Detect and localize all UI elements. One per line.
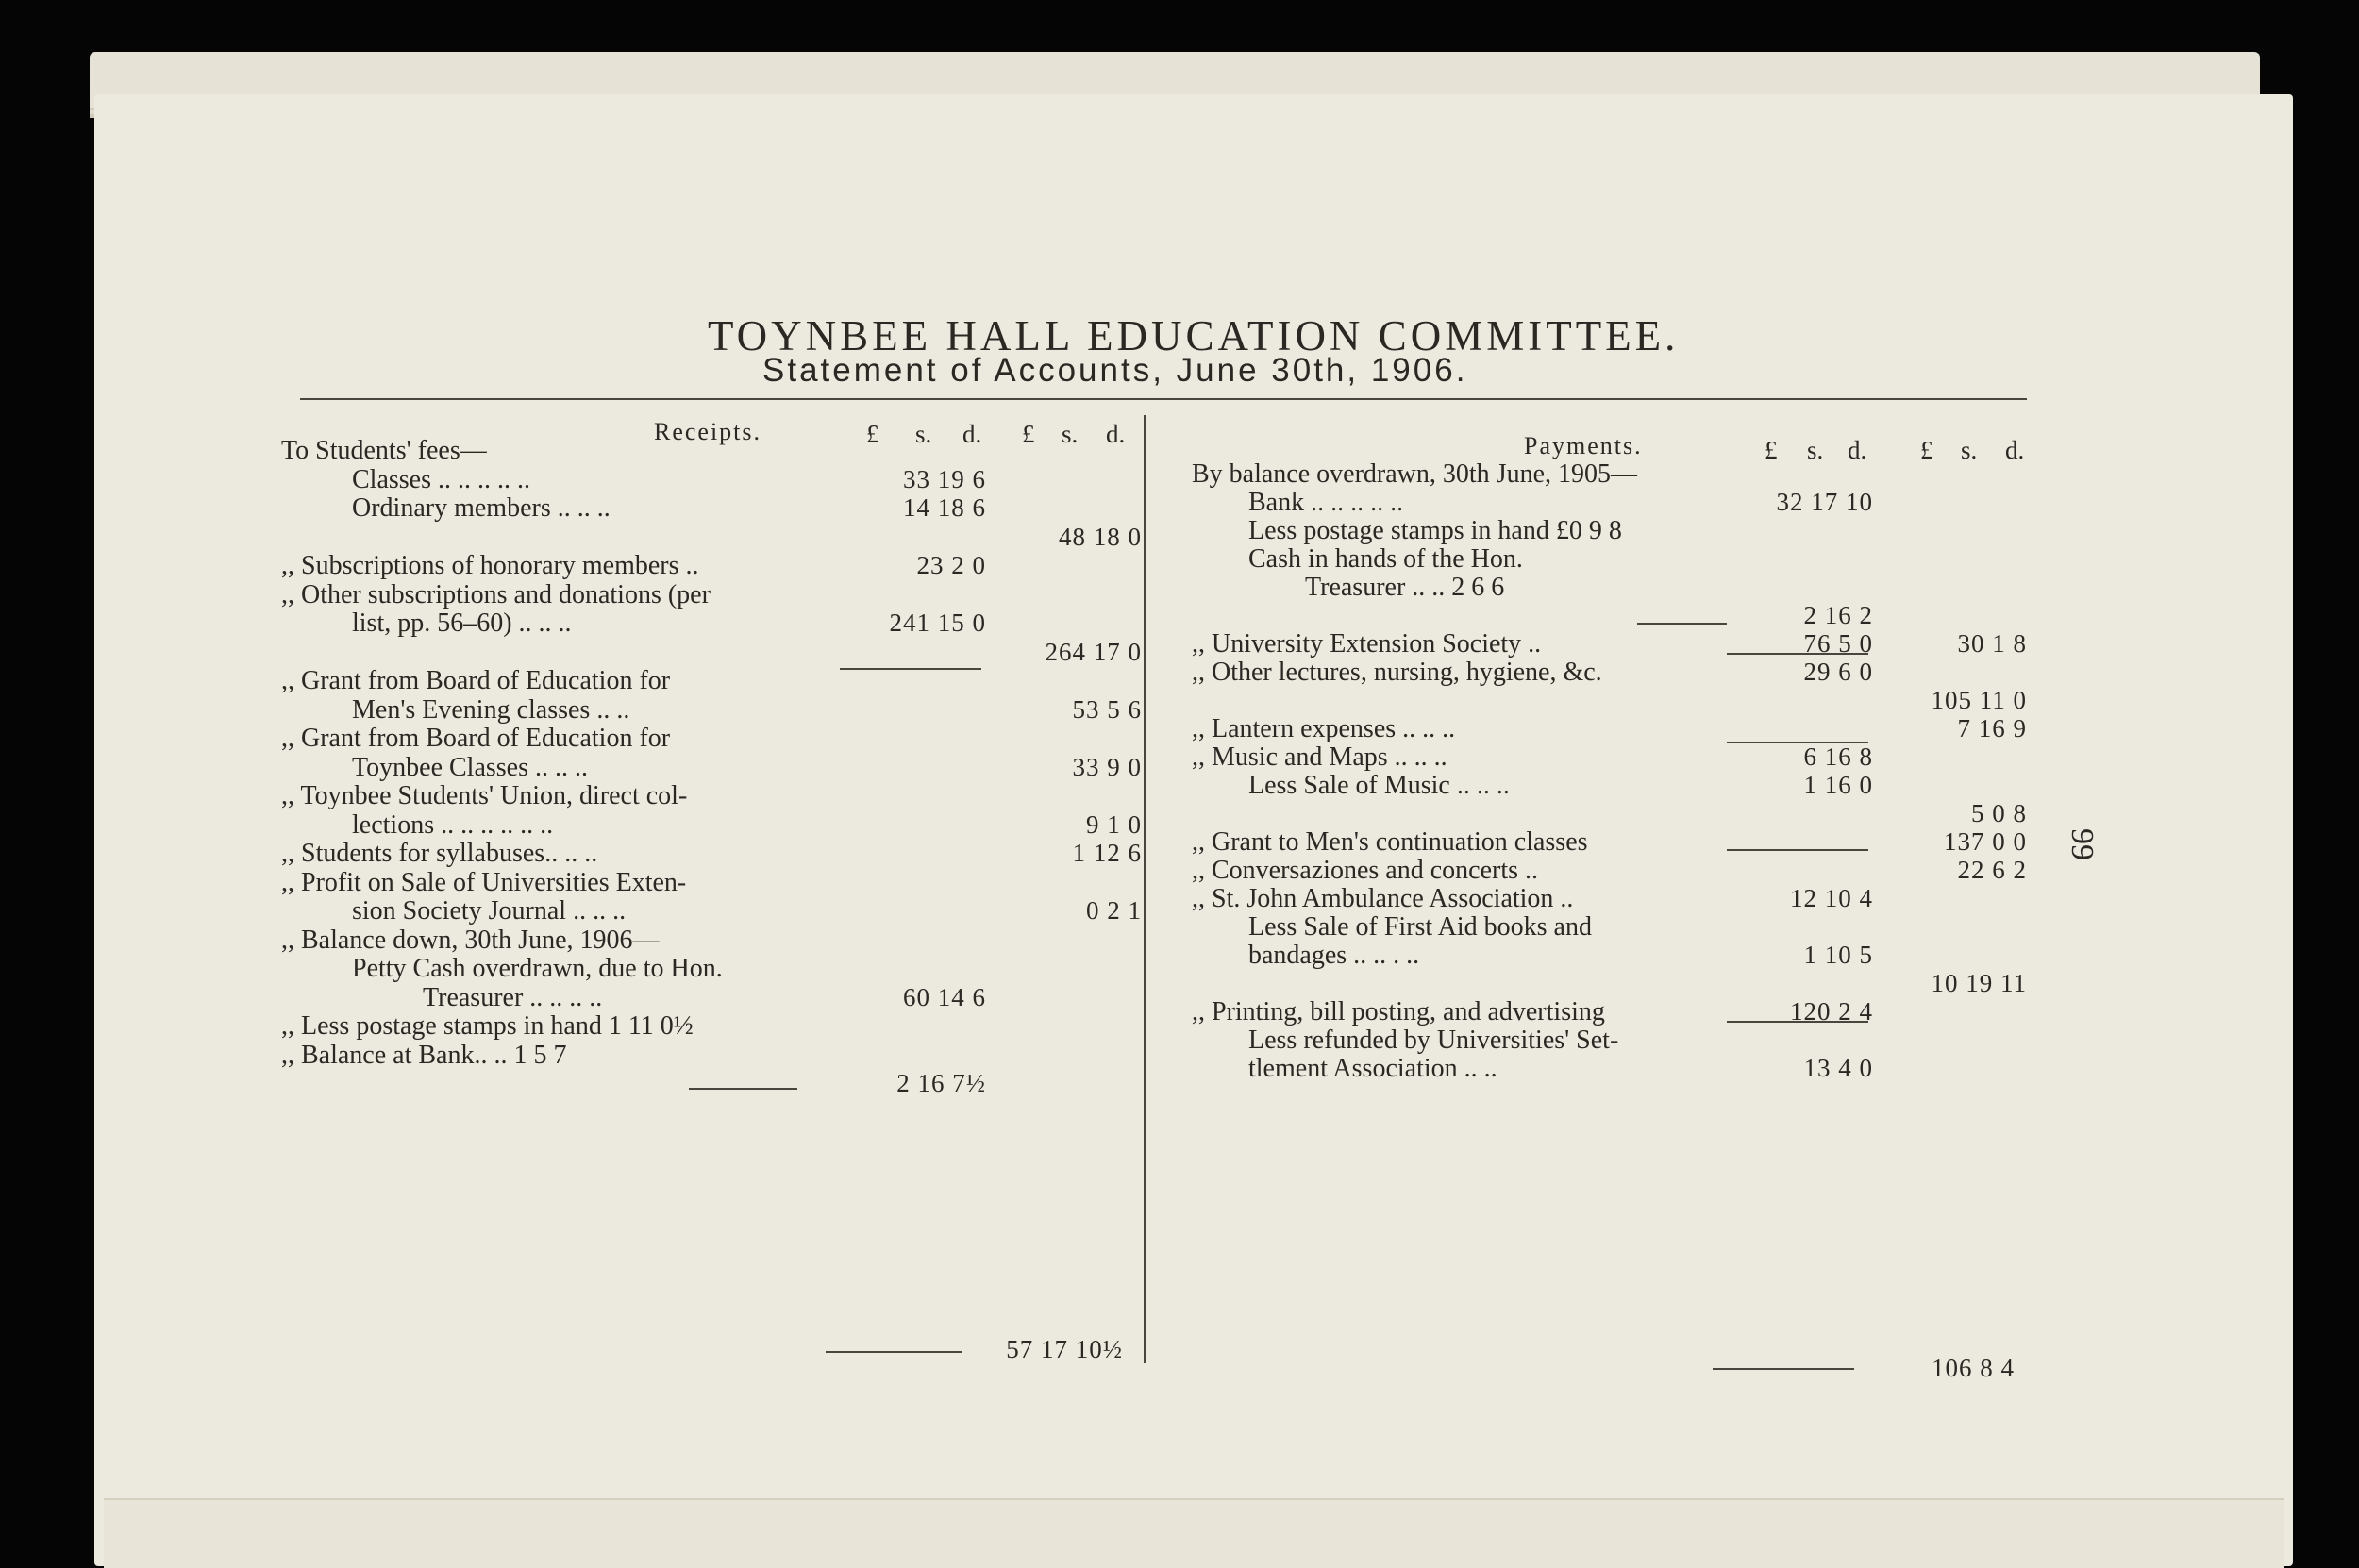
receipts-amount-outer: 53 5 6	[1072, 694, 1142, 724]
payments-amount-inner: 6 16 8	[1803, 742, 1873, 771]
payments-line-text: tlement Association .. ..	[1248, 1054, 1497, 1083]
receipts-line-text: Men's Evening classes .. ..	[352, 694, 630, 725]
receipts-line-text: ,, Profit on Sale of Universities Exten-	[281, 867, 687, 897]
payments-total: 106 8 4	[1932, 1354, 2015, 1382]
receipts-heading: Receipts.	[654, 418, 762, 445]
receipts-line-text: ,, Less postage stamps in hand 1 11 0½	[281, 1011, 694, 1041]
receipts-col-pound-1: £	[866, 420, 879, 448]
payments-line-text: ,, St. John Ambulance Association ..	[1192, 884, 1574, 913]
payments-music-rule	[1727, 849, 1868, 851]
receipts-col-pence-1: d.	[962, 420, 982, 448]
payments-line-text: ,, Grant to Men's continuation classes	[1192, 827, 1588, 857]
payments-line-text: ,, Music and Maps .. .. ..	[1192, 742, 1447, 772]
payments-line-text: By balance overdrawn, 30th June, 1905—	[1192, 459, 1637, 489]
receipts-amount-inner: 2 16 7½	[896, 1069, 986, 1097]
payments-amount-inner: 76 5 0	[1803, 629, 1873, 658]
receipts-amount-inner: 14 18 6	[903, 493, 986, 522]
page-subtitle: Statement of Accounts, June 30th, 1906.	[762, 352, 1468, 389]
receipts-amount-outer: 264 17 0	[1045, 637, 1142, 666]
receipts-line-text: lections .. .. .. .. .. ..	[352, 809, 554, 840]
receipts-line-text: ,, Grant from Board of Education for	[281, 724, 671, 753]
payments-col-shilling-1: s.	[1807, 436, 1824, 464]
payments-col-shilling-2: s.	[1961, 436, 1978, 464]
payments-line-text: ,, Conversaziones and concerts ..	[1192, 856, 1538, 885]
receipts-line-text: ,, Students for syllabuses.. .. ..	[281, 839, 598, 868]
page-number: 99	[2065, 828, 2100, 860]
payments-line-text: Treasurer .. .. 2 6 6	[1305, 573, 1505, 602]
payments-line-text: ,, Other lectures, nursing, hygiene, &c.	[1192, 658, 1602, 687]
payments-line-text: Less refunded by Universities' Set-	[1248, 1026, 1619, 1055]
payments-amount-inner: 29 6 0	[1803, 658, 1873, 686]
payments-line-text: Less Sale of First Aid books and	[1248, 912, 1592, 942]
receipts-line-text: ,, Grant from Board of Education for	[281, 666, 671, 695]
receipts-line-text: sion Society Journal .. .. ..	[352, 896, 627, 926]
payments-amount-outer: 10 19 11	[1931, 969, 2027, 997]
payments-heading: Payments.	[1524, 432, 1643, 459]
payments-amount-outer: 5 0 8	[1971, 799, 2027, 827]
receipts-col-pence-2: d.	[1106, 420, 1126, 448]
receipts-stamps-rule	[689, 1088, 797, 1090]
receipts-line-text: Classes .. .. .. .. ..	[352, 464, 530, 494]
receipts-line-text: ,, Balance down, 30th June, 1906—	[281, 925, 660, 955]
payments-amount-outer: 7 16 9	[1957, 714, 2027, 742]
receipts-line-text: ,, Balance at Bank.. .. 1 5 7	[281, 1040, 567, 1070]
receipts-line-text: Toynbee Classes .. .. ..	[352, 752, 589, 782]
receipts-line-text: Treasurer .. .. .. ..	[423, 982, 603, 1012]
payments-line-text: ,, Lantern expenses .. .. ..	[1192, 714, 1456, 743]
receipts-total: 57 17 10½	[1006, 1335, 1123, 1363]
payments-col-pound-1: £	[1765, 436, 1778, 464]
receipts-amount-inner: 23 2 0	[916, 551, 986, 579]
payments-amount-outer: 22 6 2	[1957, 856, 2027, 884]
payments-col-pence-2: d.	[2005, 436, 2025, 464]
header-rule	[300, 398, 2027, 400]
receipts-subtotal-rule	[840, 668, 981, 670]
payments-amount-inner: 120 2 4	[1790, 997, 1873, 1026]
facing-page-edge	[104, 1498, 2284, 1568]
payments-amount-inner: 1 10 5	[1803, 941, 1873, 969]
payments-amount-inner: 1 16 0	[1803, 771, 1873, 799]
payments-line-text: Less postage stamps in hand £0 9 8	[1248, 516, 1622, 545]
receipts-line-text: ,, Other subscriptions and donations (per	[281, 579, 711, 609]
payments-amount-outer: 105 11 0	[1931, 686, 2027, 714]
payments-line-text: ,, Printing, bill posting, and advertising	[1192, 997, 1605, 1026]
receipts-amount-outer: 0 2 1	[1086, 896, 1142, 925]
payments-line-text: ,, University Extension Society ..	[1192, 629, 1542, 659]
receipts-line-text: To Students' fees—	[281, 436, 487, 465]
receipts-line-text: ,, Toynbee Students' Union, direct col-	[281, 781, 688, 810]
receipts-amount-outer: 1 12 6	[1072, 839, 1142, 867]
payments-col-pound-2: £	[1920, 436, 1933, 464]
receipts-amount-inner: 33 19 6	[903, 464, 986, 493]
receipts-amount-outer: 48 18 0	[1059, 522, 1142, 551]
payments-stamps-rule	[1637, 623, 1727, 625]
receipts-line-text: list, pp. 56–60) .. .. ..	[352, 609, 572, 638]
receipts-amount-inner: 241 15 0	[889, 609, 986, 637]
column-divider	[1144, 415, 1146, 1363]
payments-total-rule	[1713, 1368, 1854, 1370]
payments-ambulance-rule	[1727, 1021, 1868, 1023]
receipts-col-pound-2: £	[1022, 420, 1035, 448]
receipts-col-shilling-1: s.	[915, 420, 932, 448]
receipts-col-shilling-2: s.	[1062, 420, 1079, 448]
receipts-line-text: ,, Subscriptions of honorary members ..	[281, 551, 699, 580]
payments-amount-inner: 32 17 10	[1776, 488, 1873, 516]
page-title: TOYNBEE HALL EDUCATION COMMITTEE.	[708, 312, 1680, 359]
payments-line-text: Less Sale of Music .. .. ..	[1248, 771, 1510, 800]
payments-line-text: Bank .. .. .. .. ..	[1248, 488, 1404, 517]
payments-line-text: bandages .. .. . ..	[1248, 941, 1420, 970]
payments-line-text: Cash in hands of the Hon.	[1248, 544, 1523, 574]
payments-col-pence-1: d.	[1848, 436, 1867, 464]
payments-amount-outer: 30 1 8	[1957, 629, 2027, 658]
payments-amount-inner: 2 16 2	[1803, 601, 1873, 629]
payments-amount-outer: 137 0 0	[1944, 827, 2027, 856]
receipts-amount-outer: 33 9 0	[1072, 752, 1142, 781]
receipts-line-text: Ordinary members .. .. ..	[352, 493, 611, 523]
receipts-amount-outer: 9 1 0	[1086, 809, 1142, 839]
receipts-total-rule	[826, 1351, 962, 1353]
payments-lectures-rule	[1727, 742, 1868, 743]
payments-subtotal-rule	[1727, 653, 1868, 655]
receipts-amount-inner: 60 14 6	[903, 982, 986, 1011]
payments-amount-inner: 13 4 0	[1803, 1054, 1873, 1082]
receipts-line-text: Petty Cash overdrawn, due to Hon.	[352, 954, 723, 983]
payments-amount-inner: 12 10 4	[1790, 884, 1873, 912]
